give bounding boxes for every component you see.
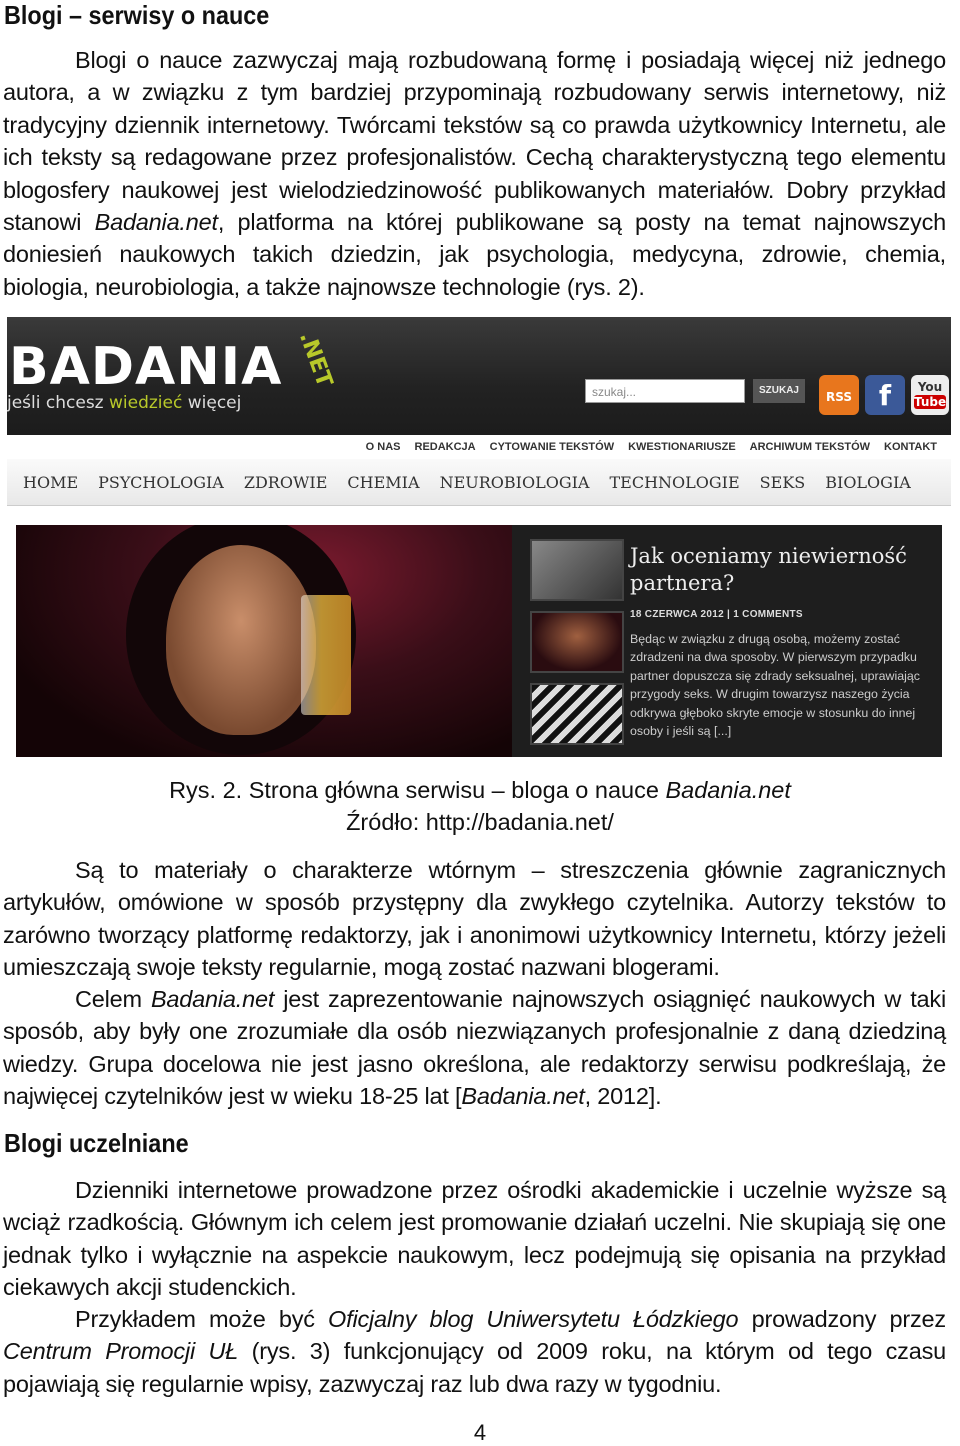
top-nav-link: KWESTIONARIUSZE <box>628 441 736 453</box>
thumbnail <box>530 539 624 601</box>
text-run: prowadzony przez <box>738 1306 946 1332</box>
thumbnail <box>530 611 624 673</box>
post-excerpt: Będąc w związku z drugą osobą, możemy zostać zdradzeni na dwa sposoby. W pierwszym przypadku partner dopuszcza się zdrady seksualnej, uprawiając przygody seks. W drugim towarzysz naszego życia odkrywa głęboko skryte emocje w stosunku do innej osoby i jeśli są [...] <box>630 632 920 739</box>
category-item: HOME <box>23 473 79 492</box>
top-nav-link: O NAS <box>365 441 401 453</box>
tagline-part: jeśli chcesz <box>7 393 109 413</box>
featured-post <box>630 543 936 740</box>
category-item: NEUROBIOLOGIA <box>439 473 590 492</box>
italic-run: Badania.net <box>150 986 275 1012</box>
site-category-nav <box>7 459 951 506</box>
caption-text: Rys. 2. Strona główna serwisu – bloga o nauce <box>169 777 666 803</box>
site-logo: BADANIA <box>9 337 283 397</box>
paragraph-materials: Są to materiały o charakterze wtórnym – streszczenia głównie zagranicznych artykułów, omówione w sposób przystępny dla zwykłego czytelnika. Autorzy tekstów to zarówno tworzący platformę redaktorzy, jak i anonimowi użytkownicy Internetu, którzy jeżeli umieszczają swoje teksty regularnie, mogą zostać nazwani blogerami. <box>3 857 946 981</box>
top-nav-link: CYTOWANIE TEKSTÓW <box>489 441 615 453</box>
search-input: szukaj... <box>585 379 745 403</box>
figure-source: Źródło: http://badania.net/ <box>346 809 614 835</box>
site-top-nav <box>7 435 951 459</box>
text-run: , platforma na której publikowane są posty na temat najnowszych doniesień naukowych takich dziedzin, jak psychologia, medycyna, zdrowie, chemia, biologia, neurobiologia, a także najnowsze technologie (rys. 2). <box>3 209 947 300</box>
rss-icon <box>819 375 859 415</box>
paragraph-intro <box>3 44 946 303</box>
site-tagline <box>7 393 241 413</box>
section-heading-university-blogs: Blogi uczelniane <box>4 1128 189 1158</box>
top-nav-link: ARCHIWUM TEKSTÓW <box>749 441 871 453</box>
top-nav-link: REDAKCJA <box>414 441 476 453</box>
category-item: CHEMIA <box>347 473 420 492</box>
post-meta: 18 CZERWCA 2012 | 1 COMMENTS <box>630 609 803 620</box>
text-run: Celem <box>75 986 151 1012</box>
paragraph-example <box>3 1303 946 1400</box>
top-nav-links <box>352 441 937 453</box>
search-button: SZUKAJ <box>753 379 805 403</box>
paragraph-goal <box>3 983 946 1113</box>
youtube-label-top: You <box>917 380 943 394</box>
tagline-highlight: wiedzieć <box>109 393 183 413</box>
category-item: PSYCHOLOGIA <box>98 473 224 492</box>
featured-photo <box>16 525 512 757</box>
figure-badania-screenshot <box>7 317 951 757</box>
facebook-icon: f <box>865 375 905 415</box>
site-logo-net: .NET <box>293 328 337 391</box>
thumbnail <box>530 683 624 745</box>
youtube-label-bottom: Tube <box>914 395 947 409</box>
figure-caption <box>0 774 960 806</box>
rss-label: RSS <box>826 390 852 404</box>
italic-run: Centrum Promocji UŁ <box>3 1338 239 1365</box>
top-nav-link: KONTAKT <box>884 441 937 453</box>
category-item: TECHNOLOGIE <box>609 473 740 492</box>
category-item: SEKS <box>759 473 806 492</box>
category-items <box>23 473 931 492</box>
slider-thumbnails <box>530 539 624 745</box>
featured-slider <box>16 525 942 757</box>
italic-run: Badania.net <box>94 209 218 236</box>
photo-glass-shape <box>301 595 351 715</box>
text-run: Blogi o nauce zazwyczaj mają rozbudowaną formę i posiadają więcej niż jednego autora, a w związku z tym bardziej przypominają rozbudowany serwis internetowy, niż tradycyjny dziennik internetowy. Twórcami tekstów są co prawda użytkownicy Internetu, ale ich teksty są redagowane przez profesjonalistów. Cechą charakterystyczną tego elementu blogosfery naukowej jest wielodziedzinowość publikowanych materiałów. Dobry przykład stanowi <box>3 47 946 236</box>
photo-face-shape <box>166 545 316 735</box>
paragraph-university-blogs: Dzienniki internetowe prowadzone przez ośrodki akademickie i uczelnie wyższe są wciąż rzadkością. Głównym ich celem jest promowanie działań uczelni. Nie skupiają się one jednak tylko i wyłącznie na aspekcie naukowym, lecz podejmują się opisania na przykład ciekawych akcji studenckich. <box>3 1177 946 1301</box>
section-heading-science-blogs: Blogi – serwisy o nauce <box>4 0 270 30</box>
text-run: jest zaprezentowanie najnowszych osiągnięć naukowych w taki sposób, aby były one zrozumiałe dla osób niezwiązanych profesjonalnie z daną dziedziną wiedzy. Grupa docelowa nie jest jasno określona, ale redaktorzy serwisu podkreślają, że najwięcej czytelników jest w wieku 18-25 lat [ <box>3 986 946 1110</box>
post-title: Jak oceniamy niewierność partnera? <box>630 544 907 595</box>
category-item: BIOLOGIA <box>825 473 911 492</box>
page-number: 4 <box>473 1420 487 1445</box>
category-item: ZDROWIE <box>243 473 328 492</box>
text-run: , 2012]. <box>584 1083 662 1110</box>
text-run: (rys. 3) funkcjonujący od 2009 roku, na którym od tego czasu pojawiają się regularnie wpisy, zazwyczaj raz lub dwa razy w tygodniu. <box>3 1338 946 1397</box>
italic-run: Oficjalny blog Uniwersytetu Łódzkiego <box>328 1306 739 1332</box>
site-header <box>7 317 951 435</box>
youtube-icon <box>911 375 949 415</box>
italic-run: Badania.net <box>461 1083 585 1110</box>
text-run: Przykładem może być <box>75 1306 329 1332</box>
caption-italic: Badania.net <box>665 777 791 803</box>
tagline-part: więcej <box>182 393 242 413</box>
